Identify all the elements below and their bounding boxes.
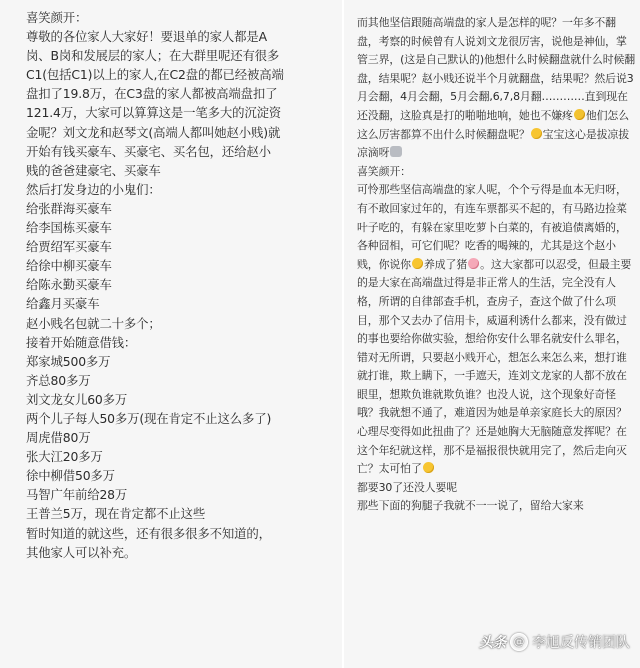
left-text-line: 盘扣了19.8万，在C3盘的家人都被高端盘扣了	[26, 86, 278, 102]
right-paragraph-1	[357, 14, 636, 163]
right-para2-part-d: 都要30了还没人要呢	[357, 480, 457, 494]
right-para2-part-a: 可怜那些坚信高端盘的家人呢，个个亏得是血本无归呀，有不敢回家过年的，有连车票都买不起的，有马路边捡菜叶子吃的，有躲在家里吃萝卜白菜的，有被追债离婚的，各种囧相，可它们呢？吃香的喝辣的，尤其是这个赵小贱，你说你	[357, 183, 627, 271]
left-text-line: 给陈永勤买豪车	[26, 277, 112, 293]
left-text-line: 岗、B岗和发展层的家人；在大群里呢还有很多	[26, 48, 280, 64]
left-text-line: 然后打发身边的小鬼们：	[26, 181, 161, 197]
left-text-line: 暂时知道的就这些，还有很多很多不知道的，	[26, 525, 271, 541]
left-text-lines	[26, 8, 336, 562]
left-text-line: 齐总80多万	[26, 372, 91, 388]
left-text-line: 王普兰5万，现在肯定都不止这些	[26, 506, 206, 522]
left-text-line: 开始有钱买豪车、买豪宅、买名包，还给赵小	[26, 143, 271, 159]
pig-emoji-icon	[468, 258, 479, 269]
left-text-line: 接着开始随意借钱：	[26, 334, 137, 350]
at-icon: @	[510, 633, 528, 651]
right-para1-part-c: 宝宝这心是拔凉拔凉滴呀	[357, 127, 629, 160]
right-text-block	[357, 14, 636, 516]
left-author-label: 喜笑颜开：	[26, 10, 88, 25]
left-text-line: 给贾绍军买豪车	[26, 239, 112, 255]
left-text-line: 郑家城500多万	[26, 353, 111, 369]
broken-heart-emoji-icon	[390, 146, 402, 157]
right-para1-part-b: 他们怎么这么厉害都算不出什么时候翻盘呢？	[357, 108, 629, 141]
right-para2-part-e: 那些下面的狗腿子我就不一一说了，留给大家来	[357, 499, 584, 513]
grin-emoji-icon	[412, 258, 423, 269]
awkward-smile-emoji-icon	[423, 462, 434, 473]
left-text-line: 徐中柳借50多万	[26, 468, 115, 484]
left-text-line: 刘文龙女儿60多万	[26, 391, 128, 407]
left-text-line: 马智广年前给28万	[26, 487, 128, 503]
left-text-line: 给李国栋买豪车	[26, 220, 112, 236]
left-text-line: 给徐中柳买豪车	[26, 258, 112, 274]
watermark	[479, 632, 630, 652]
watermark-handle: 李旭反传销团队	[532, 635, 630, 651]
left-text-line: 周虎借80万	[26, 430, 91, 446]
left-text-line: 张大江20多万	[26, 449, 103, 465]
left-text-line: 两个儿子每人50多万(现在肯定不止这么多了)	[26, 410, 272, 426]
left-text-line: 尊敬的各位家人大家好！要退单的家人都是A	[26, 29, 267, 45]
right-paragraph-2	[357, 181, 636, 516]
left-text-line: C1(包括C1)以上的家人,在C2盘的都已经被高端	[26, 67, 284, 83]
right-para1-part-a: 而其他坚信跟随高端盘的家人是怎样的呢？一年多不翻盘，考察的时候曾有人说刘文龙很厉害，说他是神仙，掌管三界，(这是自己默认的)他想什么时候翻盘就什么时候翻盘，结果呢？赵小贱还说半个月就翻盘，结果呢？然后说3月会翻，4月会翻，5月会翻,6,7,8月翻…………直到现在还没翻，这脸真是打的啪啪地响，她也不嫌疼	[357, 16, 636, 122]
smile-emoji-icon	[531, 128, 542, 139]
left-text-line: 给鑫月买豪车	[26, 296, 100, 312]
left-text-line: 其他家人可以补充。	[26, 544, 137, 560]
right-para2-part-b: 养成了猪	[423, 257, 468, 271]
right-author-label: 喜笑颜开：	[357, 164, 411, 178]
sad-face-emoji-icon	[574, 109, 585, 120]
left-text-line: 给张群海买豪车	[26, 200, 112, 216]
left-text-line: 金呢？刘文龙和赵琴文(高端人都叫她赵小贱)就	[26, 124, 281, 140]
left-text-line: 贱的爸爸建豪宅、买豪车	[26, 162, 161, 178]
left-text-line: 121.4万，大家可以算算这是一笔多大的沉淀资	[26, 105, 282, 121]
left-text-line: 赵小贱名包就二十多个；	[26, 315, 161, 331]
toutiao-logo: 头条	[479, 635, 506, 651]
right-para2-part-c: 。这大家都可以忍受，但最主要的是大家在高端盘过得是非正常人的生活，完全没有人格，所谓的自律部查手机，查房子，查这个做了什么项目，那个又去办了信用卡，威逼利诱什么都来，没有做过的事也要给你做实验，想给你安什么罪名就安什么罪名，错对无所谓，只要赵小贱开心，想怎么来怎么来，想打谁就打谁，欺上瞒下，一手遮天，连刘文龙家的人都不放在眼里，想欺负谁就欺负谁？也没人说，这个现象好奇怪哦？我就想不通了，难道因为她是单亲家庭长大的原因？心理尽变得如此扭曲了？还是她胸大无脑随意发挥呢？在这个年纪就这样，那不是福报很快就用完了，然后走向灭亡？太可怕了	[357, 257, 632, 476]
right-text-panel	[344, 0, 640, 668]
